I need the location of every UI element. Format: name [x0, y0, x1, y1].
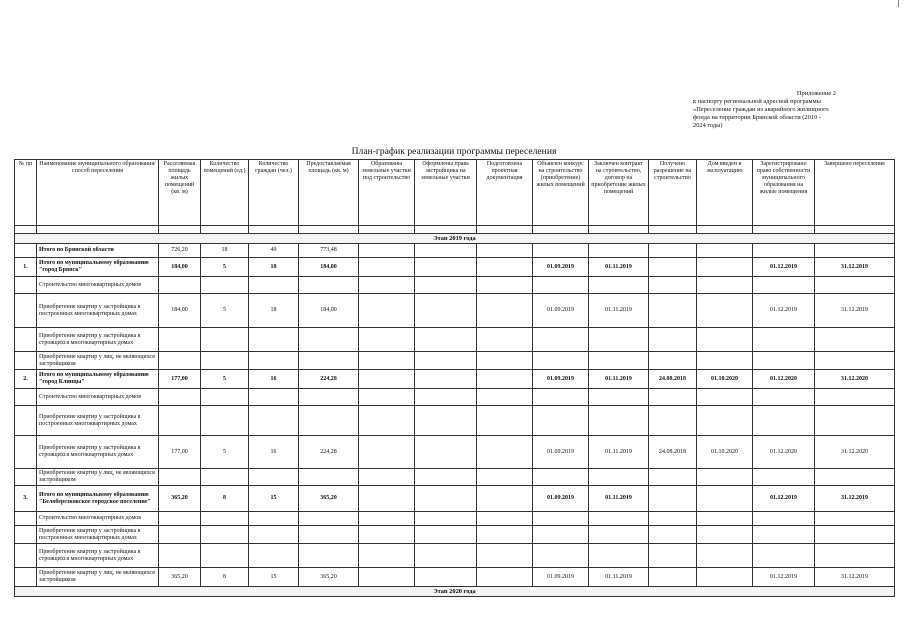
header-cell: Получено разрешение на строительство — [649, 160, 697, 226]
row-number: 1. — [15, 258, 37, 277]
method-row — [15, 294, 895, 328]
header-cell: Расселяемая площадь жилых помещений (кв. м) — [159, 160, 201, 226]
appendix-line: Приложение 2 — [796, 90, 836, 97]
method-row — [15, 512, 895, 526]
permit-date — [649, 258, 697, 277]
municipality-row — [15, 486, 895, 512]
contract-date: 01.11.2019 — [589, 294, 649, 328]
commission-date — [697, 568, 753, 587]
completed-date: 31.12.2019 — [815, 486, 895, 512]
header-cell: Предоставляемая площадь (кв. м) — [299, 160, 359, 226]
rooms-cell: 5 — [201, 258, 249, 277]
completed-date: 31.12.2019 — [815, 568, 895, 587]
people-cell: 16 — [249, 436, 299, 469]
area-cell: 184,00 — [159, 294, 201, 328]
appendix-line: 2024 годы) — [693, 122, 723, 129]
header-cell: Количество граждан (чел.) — [249, 160, 299, 226]
total-provided: 773,48 — [299, 244, 359, 258]
method-row — [15, 328, 895, 352]
provided-cell: 184,00 — [299, 258, 359, 277]
header-cell: Объявлен конкурс на строительство (приобретение) жилых помещений — [533, 160, 589, 226]
method-label: Приобретение квартир у застройщика в построенных многоквартирных домах — [37, 294, 159, 328]
total-rooms: 18 — [201, 244, 249, 258]
header-cell: Количество помещений (ед.) — [201, 160, 249, 226]
area-cell: 365,20 — [159, 568, 201, 587]
completed-date: 31.12.2019 — [815, 294, 895, 328]
completed-date: 31.12.2020 — [815, 436, 895, 469]
contract-date: 01.11.2019 — [589, 486, 649, 512]
method-label: Приобретение квартир у застройщика в построенных многоквартирных домах — [37, 526, 159, 544]
appendix-note — [693, 90, 898, 130]
registered-date: 01.12.2019 — [753, 294, 815, 328]
tender-date: 01.09.2019 — [533, 294, 589, 328]
document-title: План-график реализации программы переселения — [351, 146, 557, 157]
area-cell: 177,00 — [159, 436, 201, 469]
tender-date: 01.09.2019 — [533, 568, 589, 587]
header-cell: № пп — [15, 160, 37, 226]
permit-date: 24.08.2018 — [649, 370, 697, 389]
people-cell: 18 — [249, 258, 299, 277]
municipality-name: Итого по муниципальному образованию "Белоберезковское городское поселение" — [37, 486, 159, 512]
method-label: Приобретение квартир у застройщика в строящихся многоквартирных домах — [37, 544, 159, 568]
stage-row-2019 — [15, 234, 895, 244]
header-cell: Дом введен в эксплуатацию — [697, 160, 753, 226]
header-cell: Подготовлена проектная документация — [477, 160, 533, 226]
contract-date: 01.11.2019 — [589, 568, 649, 587]
header-cell: Зарегистрировано право собственности муниципального образования на жилые помещения — [753, 160, 815, 226]
provided-cell: 365,20 — [299, 486, 359, 512]
area-cell: 365,20 — [159, 486, 201, 512]
row-number: 3. — [15, 486, 37, 512]
method-label: Строительство многоквартирных домов — [37, 389, 159, 406]
rooms-cell: 8 — [201, 486, 249, 512]
rooms-cell: 5 — [201, 436, 249, 469]
rooms-cell: 5 — [201, 370, 249, 389]
method-row — [15, 277, 895, 294]
rooms-cell: 8 — [201, 568, 249, 587]
registered-date: 01.12.2019 — [753, 486, 815, 512]
contract-date: 01.11.2019 — [589, 258, 649, 277]
provided-cell: 224,28 — [299, 370, 359, 389]
tender-date: 01.09.2019 — [533, 486, 589, 512]
stage-row-2020 — [15, 587, 895, 597]
permit-date: 24.08.2018 — [649, 436, 697, 469]
registered-date: 01.12.2019 — [753, 258, 815, 277]
method-label: Приобретение квартир у застройщика в строящихся многоквартирных домах — [37, 436, 159, 469]
appendix-line: к паспорту региональной адресной программы — [693, 98, 821, 105]
area-cell: 184,00 — [159, 258, 201, 277]
provided-cell: 365,20 — [299, 568, 359, 587]
method-label: Приобретение квартир у лиц, не являющихся застройщиком — [37, 568, 159, 587]
header-row — [15, 160, 895, 226]
method-label: Приобретение квартир у застройщика в построенных многоквартирных домах — [37, 406, 159, 436]
header-cell: Оформлены права застройщика на земельные участки — [415, 160, 477, 226]
commission-date — [697, 486, 753, 512]
area-cell: 177,00 — [159, 370, 201, 389]
method-row — [15, 469, 895, 486]
commission-date: 01.10.2020 — [697, 436, 753, 469]
rooms-cell: 5 — [201, 294, 249, 328]
tender-date: 01.09.2019 — [533, 258, 589, 277]
method-label: Приобретение квартир у застройщика в строящихся многоквартирных домах — [37, 328, 159, 352]
method-row — [15, 389, 895, 406]
permit-date — [649, 486, 697, 512]
commission-date — [697, 294, 753, 328]
total-name: Итого по Брянской области — [37, 244, 159, 258]
contract-date: 01.11.2019 — [589, 436, 649, 469]
contract-date: 01.11.2019 — [589, 370, 649, 389]
method-label: Приобретение квартир у лиц, не являющихся застройщиком — [37, 469, 159, 486]
stage-label: Этап 2020 года — [15, 587, 895, 597]
completed-date: 31.12.2019 — [815, 258, 895, 277]
registered-date: 01.12.2020 — [753, 370, 815, 389]
permit-date — [649, 294, 697, 328]
commission-date: 01.10.2020 — [697, 370, 753, 389]
provided-cell: 224,28 — [299, 436, 359, 469]
total-area: 726,20 — [159, 244, 201, 258]
people-cell: 15 — [249, 486, 299, 512]
people-cell: 16 — [249, 370, 299, 389]
method-row — [15, 526, 895, 544]
people-cell: 18 — [249, 294, 299, 328]
header-cell: Заключен контракт на строительство, договор на приобретение жилых помещений — [589, 160, 649, 226]
method-label: Строительство многоквартирных домов — [37, 512, 159, 526]
spacer-row — [15, 226, 895, 234]
municipality-row — [15, 258, 895, 277]
method-row — [15, 436, 895, 469]
method-row — [15, 544, 895, 568]
row-number: 2. — [15, 370, 37, 389]
appendix-line: фонда на территории Брянской области (2019 - — [693, 114, 821, 121]
provided-cell: 184,00 — [299, 294, 359, 328]
commission-date — [697, 258, 753, 277]
tender-date: 01.09.2019 — [533, 370, 589, 389]
municipality-row — [15, 370, 895, 389]
method-label: Строительство многоквартирных домов — [37, 277, 159, 294]
method-label: Приобретение квартир у лиц, не являющихся застройщиком — [37, 352, 159, 370]
registered-date: 01.12.2019 — [753, 568, 815, 587]
permit-date — [649, 568, 697, 587]
appendix-line: «Переселение граждан из аварийного жилищного — [693, 106, 829, 113]
method-row — [15, 352, 895, 370]
registered-date: 01.12.2020 — [753, 436, 815, 469]
page-edge-mark — [898, 0, 899, 7]
municipality-name: Итого по муниципальному образованию "город Клинцы" — [37, 370, 159, 389]
stage-label: Этап 2019 года — [15, 234, 895, 244]
total-people: 49 — [249, 244, 299, 258]
header-cell: Завершено переселение — [815, 160, 895, 226]
schedule-table — [14, 159, 895, 597]
header-cell: Наименование муниципального образования/способ переселения — [37, 160, 159, 226]
completed-date: 31.12.2020 — [815, 370, 895, 389]
method-row — [15, 568, 895, 587]
tender-date: 01.09.2019 — [533, 436, 589, 469]
method-row — [15, 406, 895, 436]
people-cell: 15 — [249, 568, 299, 587]
header-cell: Образованы земельные участки под строительство — [359, 160, 415, 226]
municipality-name: Итого по муниципальному образованию "город Брянск" — [37, 258, 159, 277]
total-row — [15, 244, 895, 258]
